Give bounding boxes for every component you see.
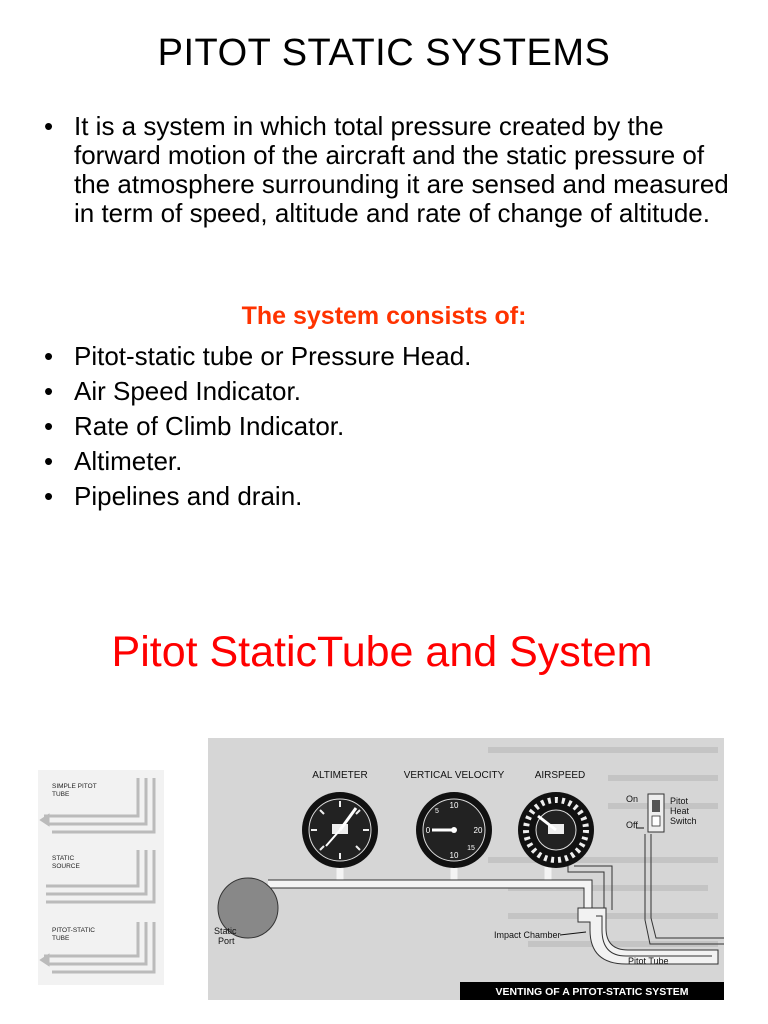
switch-off-label: Off (626, 820, 638, 830)
pitot-tube-label: Pitot Tube (628, 956, 669, 966)
section-title: Pitot StaticTube and System (111, 628, 653, 676)
vertical-velocity-label: VERTICAL VELOCITY (403, 770, 505, 781)
pitot-heat-switch-icon (648, 794, 664, 832)
bullet-icon: • (44, 341, 54, 371)
airspeed-gauge-icon (518, 792, 594, 868)
intro-bullet-item (44, 112, 734, 228)
diagram-caption: VENTING OF A PITOT-STATIC SYSTEM (495, 986, 689, 998)
pitot-static-system-diagram (208, 738, 724, 1000)
list-item (44, 339, 734, 374)
switch-on-label: On (626, 794, 639, 804)
impact-chamber-label: Impact Chamber (494, 930, 561, 940)
components-list (44, 339, 734, 514)
switch-label: Pitot (670, 796, 689, 806)
static-port-label: Static (214, 926, 237, 936)
vsi-number: 20 (473, 826, 483, 835)
tube-label: STATIC (52, 855, 75, 862)
bullet-icon: • (44, 446, 54, 476)
vsi-number: 10 (449, 801, 459, 810)
list-item-text: Altimeter. (74, 446, 183, 476)
altimeter-gauge-icon (302, 792, 378, 868)
vsi-number: 0 (425, 826, 431, 835)
static-port-label: Port (218, 936, 235, 946)
list-item-text: Pitot-static tube or Pressure Head. (74, 341, 472, 371)
bullet-icon: • (44, 376, 54, 406)
tube-label: SOURCE (52, 863, 80, 870)
list-item (44, 374, 734, 409)
vsi-number: 15 (467, 845, 475, 852)
tube-label: TUBE (52, 791, 70, 798)
list-item (44, 479, 734, 514)
switch-label: Heat (670, 806, 690, 816)
tube-label: TUBE (52, 935, 70, 942)
slide-title: PITOT STATIC SYSTEMS (157, 32, 611, 74)
altimeter-label: ALTIMETER (312, 770, 368, 781)
intro-text: It is a system in which total pressure created by the forward motion of the aircraft and the static pressure of the atmosphere surrounding it are sensed and measured in term of speed, altitude and rate of change of altitude. (74, 111, 729, 228)
tube-types-illustration (38, 770, 164, 985)
tube-label: SIMPLE PITOT (52, 783, 97, 790)
bullet-icon: • (44, 111, 54, 141)
list-item (44, 444, 734, 479)
list-item-text: Rate of Climb Indicator. (74, 411, 345, 441)
consists-heading: The system consists of: (241, 302, 527, 330)
vsi-number: 5 (435, 808, 439, 815)
list-item-text: Pipelines and drain. (74, 481, 303, 511)
vsi-number: 10 (449, 851, 459, 860)
switch-label: Switch (670, 816, 697, 826)
list-item (44, 409, 734, 444)
bullet-icon: • (44, 481, 54, 511)
intro-paragraph (44, 112, 734, 228)
list-item-text: Air Speed Indicator. (74, 376, 301, 406)
bullet-icon: • (44, 411, 54, 441)
airspeed-label: AIRSPEED (534, 770, 586, 781)
vertical-velocity-gauge-icon (416, 792, 492, 868)
tube-label: PITOT-STATIC (52, 927, 95, 934)
